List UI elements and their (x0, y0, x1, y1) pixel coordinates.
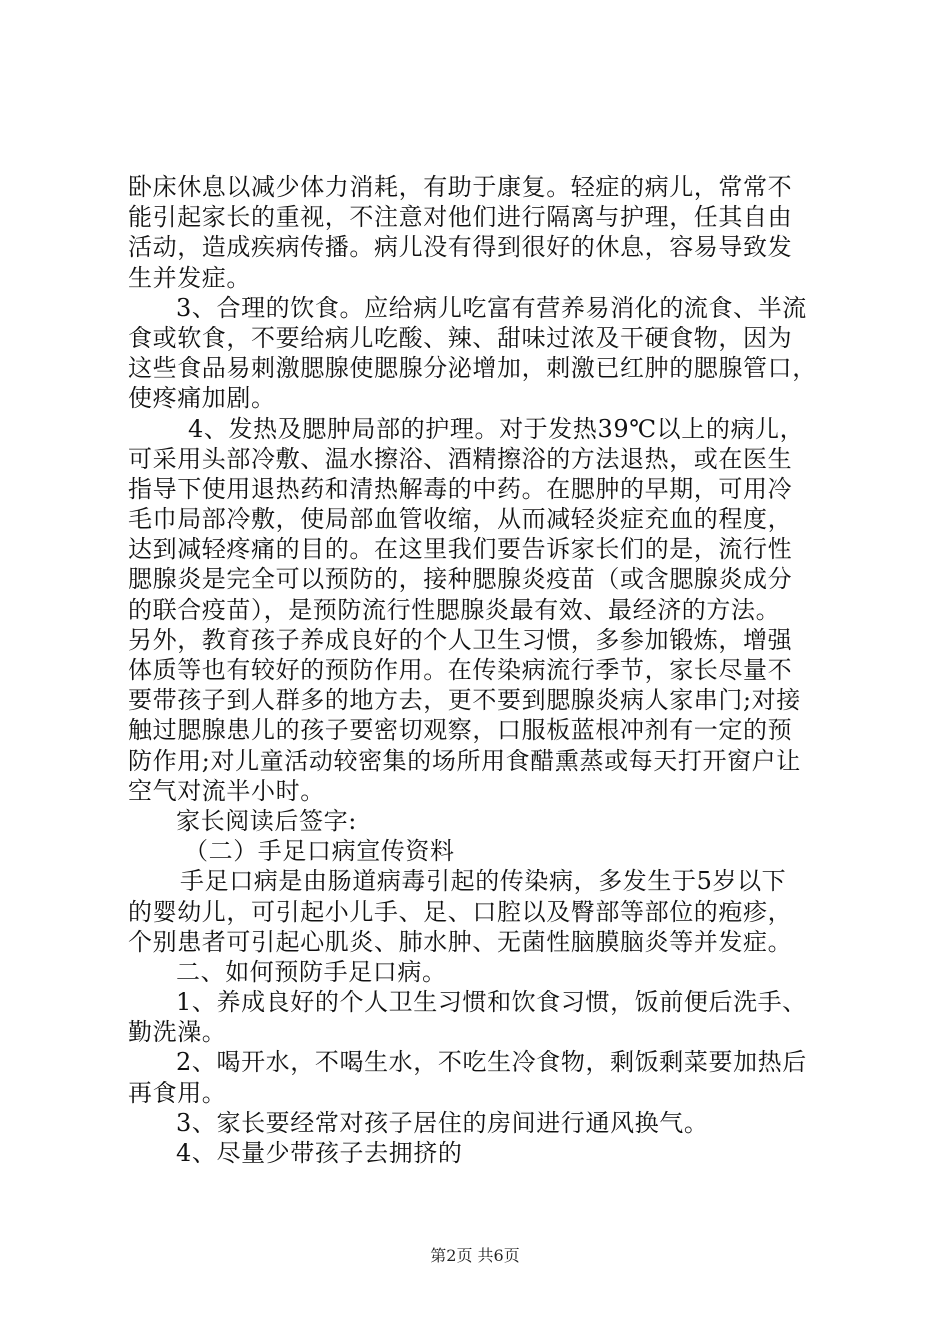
parent-signature-label: 家长阅读后签字: (176, 806, 357, 835)
paragraph-line: 指导下使用退热药和清热解毒的中药。在腮肿的早期，可用冷 (128, 474, 793, 503)
paragraph-line: 可采用头部冷敷、温水擦浴、酒精擦浴的方法退热，或在医生 (128, 444, 793, 473)
paragraph-line: 防作用;对儿童活动较密集的场所用食醋熏蒸或每天打开窗户让 (128, 746, 801, 775)
paragraph-line: 另外，教育孩子养成良好的个人卫生习惯，多参加锻炼，增强 (128, 625, 793, 654)
paragraph-line: 3、合理的饮食。应给病儿吃富有营养易消化的流食、半流 (176, 293, 807, 322)
paragraph-line: 这些食品易刺激腮腺使腮腺分泌增加，刺激已红肿的腮腺管口， (128, 354, 817, 383)
paragraph-line: 的婴幼儿，可引起小儿手、足、口腔以及臀部等部位的疱疹， (128, 897, 793, 926)
paragraph-line: 生并发症。 (128, 263, 251, 292)
paragraph-line: 使疼痛加剧。 (128, 384, 276, 413)
paragraph-line: 毛巾局部冷敷，使局部血管收缩，从而减轻炎症充血的程度， (128, 505, 793, 534)
paragraph-line: 再食用。 (128, 1078, 227, 1107)
paragraph-line: 达到减轻疼痛的目的。在这里我们要告诉家长们的是，流行性 (128, 535, 793, 564)
section-heading: （二）手足口病宣传资料 (184, 837, 455, 866)
paragraph-line: 勤洗澡。 (128, 1018, 227, 1047)
paragraph-line: 的联合疫苗），是预防流行性腮腺炎最有效、最经济的方法。 (128, 595, 781, 624)
paragraph-line: 食或软食，不要给病儿吃酸、辣、甜味过浓及干硬食物，因为 (128, 323, 793, 352)
paragraph-line: 体质等也有较好的预防作用。在传染病流行季节，家长尽量不 (128, 656, 793, 684)
paragraph-line: 3、家长要经常对孩子居住的房间进行通风换气。 (176, 1108, 709, 1137)
paragraph-line: 要带孩子到人群多的地方去，更不要到腮腺炎病人家串门;对接 (128, 686, 801, 715)
paragraph-line: 1、养成良好的个人卫生习惯和饮食习惯，饭前便后洗手、 (176, 988, 807, 1017)
paragraph-line: 个别患者可引起心肌炎、肺水肿、无菌性脑膜脑炎等并发症。 (128, 927, 793, 956)
paragraph-line: 手足口病是由肠道病毒引起的传染病，多发生于5岁以下 (180, 867, 787, 896)
paragraph-line: 能引起家长的重视，不注意对他们进行隔离与护理，任其自由 (128, 203, 793, 232)
paragraph-line: 卧床休息以减少体力消耗，有助于康复。轻症的病儿，常常不 (128, 173, 793, 201)
paragraph-line: 2、喝开水，不喝生水，不吃生冷食物，剩饭剩菜要加热后 (176, 1048, 807, 1077)
paragraph-line: 4、尽量少带孩子去拥挤的 (176, 1139, 463, 1167)
document-body (128, 172, 828, 1168)
section-heading: 二、如何预防手足口病。 (176, 957, 447, 986)
paragraph-line: 触过腮腺患儿的孩子要密切观察，口服板蓝根冲剂有一定的预 (128, 716, 793, 745)
page-number-footer: 第2页 共6页 (430, 1246, 520, 1265)
paragraph-line: 腮腺炎是完全可以预防的，接种腮腺炎疫苗（或含腮腺炎成分 (128, 565, 793, 594)
paragraph-line: 活动，造成疾病传播。病儿没有得到很好的休息，容易导致发 (128, 233, 793, 262)
paragraph-line: 空气对流半小时。 (128, 776, 325, 805)
paragraph-line: 4、发热及腮肿局部的护理。对于发热39℃以上的病儿， (188, 414, 805, 443)
